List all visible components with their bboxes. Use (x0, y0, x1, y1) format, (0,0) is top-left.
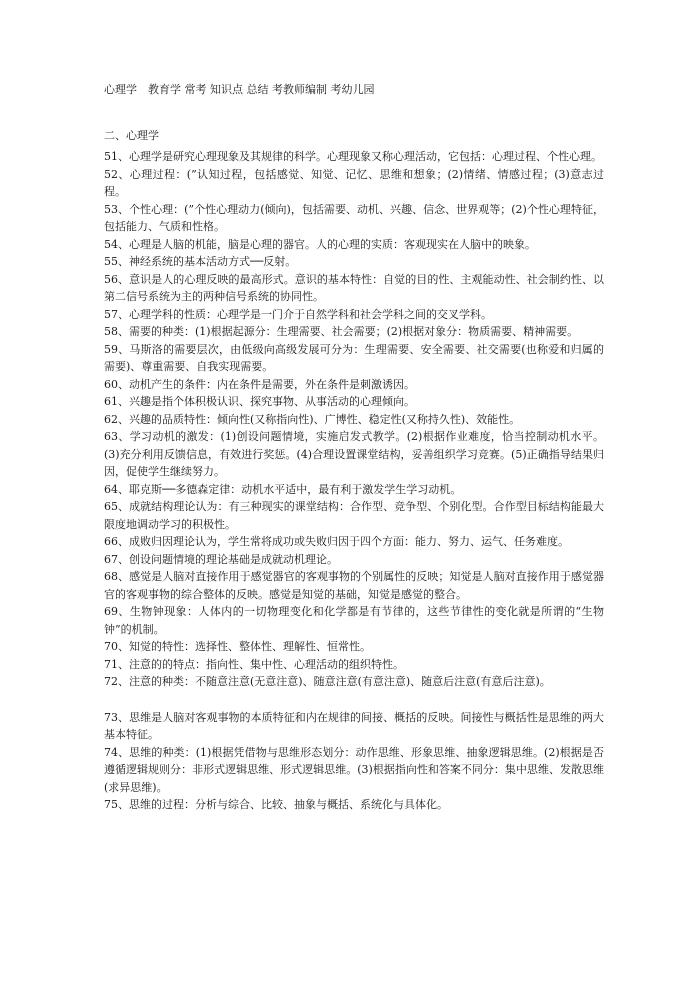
entry-56: 56、意识是人的心理反映的最高形式。意识的基本特性：自觉的目的性、主观能动性、社会制约性、以第二信号系统为主的两种信号系统的协同性。 (104, 272, 604, 303)
entry-59: 59、马斯洛的需要层次，由低级向高级发展可分为：生理需要、安全需要、社交需要(也称爱和归属的需要)、尊重需要、自我实现需要。 (104, 342, 604, 373)
entry-66: 66、成败归因理论认为，学生常将成功或失败归因于四个方面：能力、努力、运气、任务难度。 (104, 535, 569, 548)
entry-55: 55、神经系统的基本活动方式──反射。 (104, 255, 297, 268)
entry-61: 61、兴趣是指个体积极认识、探究事物、从事活动的心理倾向。 (104, 395, 415, 408)
entry-51: 51、心理学是研究心理现象及其规律的科学。心理现象又称心理活动，它包括：心理过程、个性心理。 (104, 150, 602, 163)
entry-74: 74、思维的种类：(1)根据凭借物与思维形态划分：动作思维、形象思维、抽象逻辑思维。(2)根据是否遵循逻辑规则分：非形式逻辑思维、形式逻辑思维。(3)根据指向性和答案不同分：集中思维、发散思维(求异思维)。 (104, 745, 604, 794)
entry-57: 57、心理学科的性质：心理学是一门介于自然学科和社会学科之间的交叉学科。 (104, 307, 492, 321)
entry-53: 53、个性心理：(”个性心理动力(倾向)，包括需要、动机、兴趣、信念、世界观等；(2)个性心理特征，包括能力、气质和性格。 (104, 202, 604, 233)
entry-list-a (104, 148, 604, 691)
entry-52: 52、心理过程：(”认知过程，包括感觉、知觉、记忆、思维和想象；(2)情绪、情感过程；(3)意志过程。 (104, 167, 604, 198)
entry-70: 70、知觉的特性：选择性、整体性、理解性、恒常性。 (104, 640, 371, 653)
entry-60: 60、动机产生的条件：内在条件是需要，外在条件是刺激诱因。 (104, 377, 415, 391)
entry-72: 72、注意的种类：不随意注意(无意注意)、随意注意(有意注意)、随意后注意(有意后注意)。 (104, 675, 551, 688)
entry-62: 62、兴趣的品质特性：倾向性(又称指向性)、广博性、稳定性(又称持久性)、效能性。 (104, 412, 521, 426)
paragraph-gap (104, 691, 604, 709)
entry-71: 71、注意的的特点：指向性、集中性、心理活动的组织特性。 (104, 657, 404, 671)
entry-75: 75、思维的过程：分析与综合、比较、抽象与概括、系统化与具体化。 (104, 798, 448, 811)
entry-69: 69、生物钟现象：人体内的一切物理变化和化学都是有节律的，这些节律性的变化就是所谓的“生物钟”的机制。 (104, 605, 604, 636)
entry-63: 63、学习动机的激发：(1)创设问题情境，实施启发式教学。(2)根据作业难度，恰当控制动机水平。(3)充分利用反馈信息，有效进行奖惩。(4)合理设置课堂结构，妥善组织学习竞赛。(5)正确指导结果归因，促使学生继续努力。 (104, 430, 604, 478)
document-title: 心理学 教育学 常考 知识点 总结 考教师编制 考幼儿园 (104, 83, 375, 96)
document-page (104, 82, 604, 814)
entry-67: 67、创设问题情境的理论基础是成就动机理论。 (104, 552, 338, 566)
entry-68: 68、感觉是人脑对直接作用于感觉器官的客观事物的个别属性的反映；知觉是人脑对直接作用于感觉器官的客观事物的综合整体的反映。感觉是知觉的基础，知觉是感觉的整合。 (104, 570, 604, 601)
entry-58: 58、需要的种类：(1)根据起源分：生理需要、社会需要；(2)根据对象分：物质需要、精神需要。 (104, 325, 579, 338)
entry-54: 54、心理是人脑的机能，脑是心理的器官。人的心理的实质：客观现实在人脑中的映象。 (104, 237, 536, 251)
entry-64: 64、耶克斯──多德森定律：动机水平适中，最有利于激发学生学习动机。 (104, 482, 462, 496)
entry-list-b (104, 709, 604, 814)
section-heading: 二、心理学 (104, 129, 159, 142)
entry-73: 73、思维是人脑对客观事物的本质特征和内在规律的间接、概括的反映。间接性与概括性是思维的两大基本特征。 (104, 710, 604, 741)
entry-65: 65、成就结构理论认为：有三种现实的课堂结构：合作型、竞争型、个别化型。合作型目标结构能最大限度地调动学习的积极性。 (104, 500, 604, 531)
